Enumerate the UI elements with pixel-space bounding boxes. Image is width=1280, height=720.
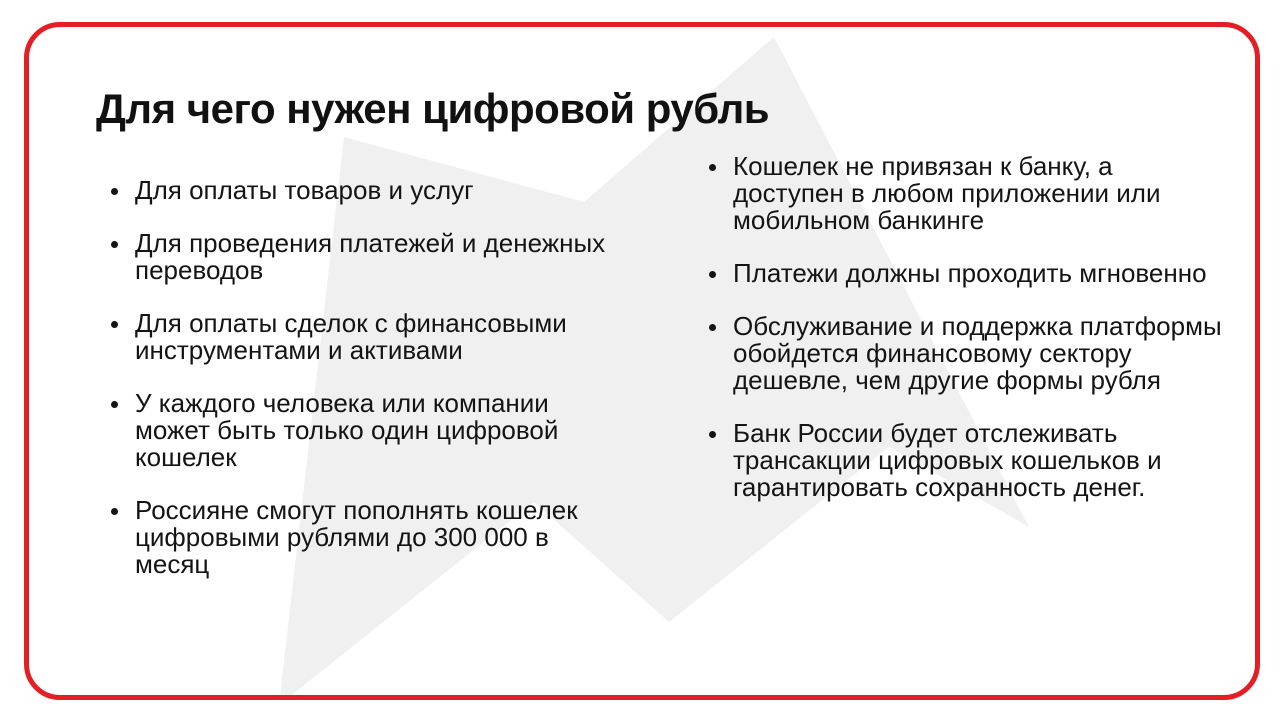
list-item [707, 420, 1227, 501]
bullet-icon [111, 508, 118, 515]
bullet-icon [111, 188, 118, 195]
list-item [707, 260, 1227, 287]
left-bullet-list [109, 177, 629, 604]
list-item-text: Для оплаты сделок с финансовыми инструментами и активами [135, 308, 567, 365]
bullet-icon [111, 241, 118, 248]
bullet-icon [709, 164, 716, 171]
list-item-text: Обслуживание и поддержка платформы обойдется финансовому сектору дешевле, чем другие формы рубля [733, 311, 1222, 395]
list-item [707, 153, 1227, 234]
list-item [109, 310, 629, 364]
list-item [109, 230, 629, 284]
bullet-icon [111, 321, 118, 328]
page-title: Для чего нужен цифровой рубль [96, 85, 770, 132]
slide-frame [24, 22, 1260, 700]
list-item-text: У каждого человека или компании может быть только один цифровой кошелек [135, 388, 559, 472]
list-item-text: Платежи должны проходить мгновенно [733, 258, 1207, 288]
bullet-icon [709, 271, 716, 278]
list-item-text: Кошелек не привязан к банку, а доступен в любом приложении или мобильном банкинге [733, 151, 1161, 235]
list-item [109, 390, 629, 471]
list-item [707, 313, 1227, 394]
list-item [109, 177, 629, 204]
list-item-text: Для проведения платежей и денежных переводов [135, 228, 606, 285]
right-bullet-list [707, 153, 1227, 527]
list-item-text: Россияне смогут пополнять кошелек цифровыми рублями до 300 000 в месяц [135, 495, 578, 579]
list-item [109, 497, 629, 578]
list-item-text: Банк России будет отслеживать трансакции цифровых кошельков и гарантировать сохранность денег. [733, 418, 1162, 502]
bullet-icon [709, 324, 716, 331]
bullet-icon [709, 431, 716, 438]
list-item-text: Для оплаты товаров и услуг [135, 175, 474, 205]
bullet-icon [111, 401, 118, 408]
